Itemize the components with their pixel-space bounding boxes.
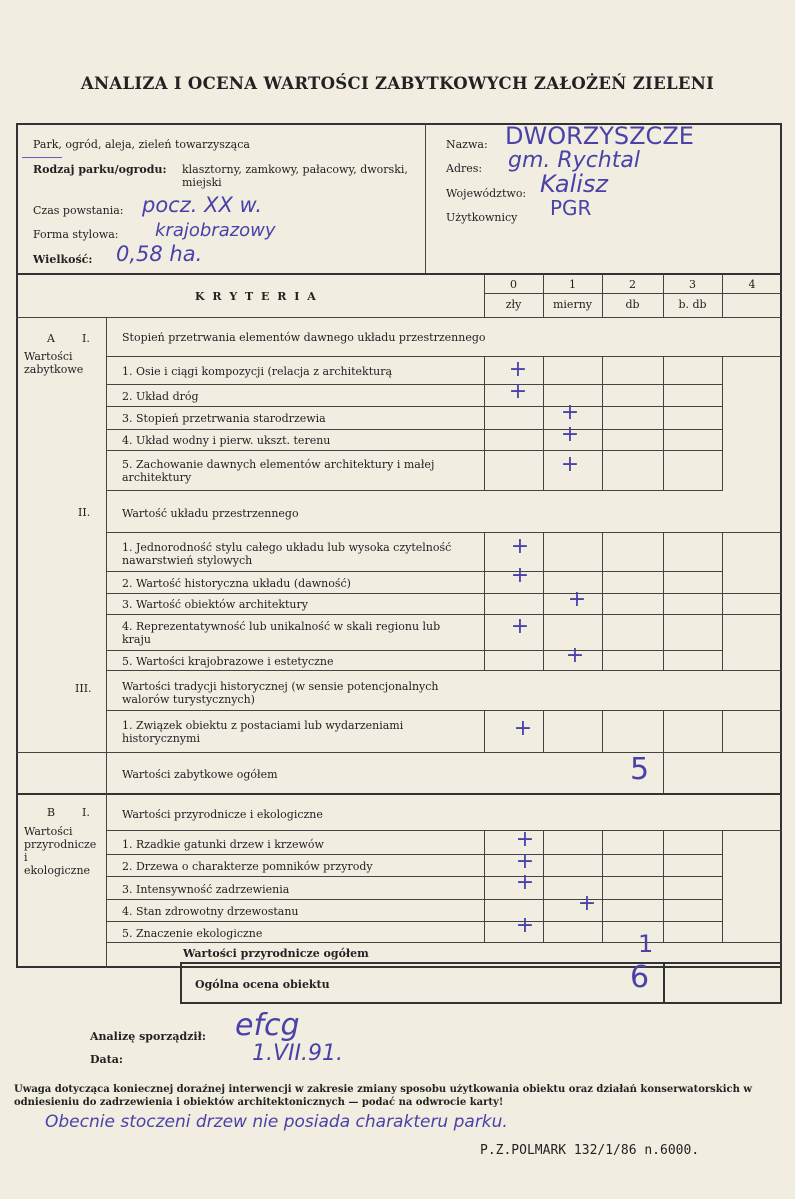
time-value: pocz. XX w.: [142, 193, 263, 217]
header-bottom-rule: [16, 273, 782, 275]
intervention-note: Uwaga dotycząca koniecznej doraźnej interwencji w zakresie zmiany sposobu użytkowania obiektu oraz działań konserwatorskich w odniesieniu do zadrzewienia i obiektów architektonicznych — podać na odwrocie karty!: [14, 1084, 752, 1108]
mark-plus: +: [510, 614, 530, 639]
col-line: [602, 830, 603, 942]
voivodeship-label: Województwo:: [446, 187, 527, 200]
criterion-row: 3. Stopień przetrwania starodrzewia: [122, 412, 326, 425]
section-a-title: Wartości zabytkowe: [24, 350, 84, 376]
criterion-row: 1. Rzadkie gatunki drzew i krzewów: [122, 838, 324, 851]
total-a-value: 5: [630, 752, 650, 787]
mark-plus: +: [508, 379, 528, 404]
row-rule: [106, 356, 782, 357]
row-rule: [106, 710, 782, 711]
score-3: 3: [689, 278, 696, 291]
section-rule: [16, 793, 782, 795]
col-line: [602, 710, 603, 752]
section-b-title: Wartości przyrodnicze i ekologiczne: [24, 825, 97, 877]
rating-zly: zły: [505, 298, 522, 311]
criterion-row: 1. Osie i ciągi kompozycji (relacja z architekturą: [122, 365, 393, 378]
mark-plus: +: [567, 587, 587, 612]
type-line: Park, ogród, aleja, zieleń towarzysząca: [33, 138, 250, 151]
row-rule: [16, 752, 782, 753]
section-a-roman-ii: II.: [78, 506, 91, 519]
row-rule: [106, 571, 723, 572]
mark-plus: +: [560, 452, 580, 477]
time-label: Czas powstania:: [33, 204, 124, 217]
prepared-label: Analizę sporządził:: [90, 1030, 206, 1043]
mark-plus: +: [515, 827, 535, 852]
date-value: 1.VII.91.: [252, 1041, 343, 1066]
row-rule: [106, 942, 782, 943]
col-line: [722, 356, 723, 490]
handwritten-note: Obecnie stoczeni drzew nie posiada charakteru parku.: [45, 1112, 508, 1132]
col-line: [663, 962, 665, 1004]
users-label: Użytkownicy: [446, 211, 518, 224]
score-1: 1: [569, 278, 576, 291]
mark-plus: +: [565, 643, 585, 668]
col-line: [663, 830, 664, 942]
section-b-roman: I.: [82, 806, 90, 819]
group1-title: Stopień przetrwania elementów dawnego układu przestrzennego: [122, 331, 486, 344]
row-rule: [106, 490, 723, 491]
rating-bdb: b. db: [678, 298, 707, 311]
header-divider: [425, 123, 426, 273]
row-rule: [106, 450, 723, 451]
row-rule: [106, 429, 723, 430]
col-line: [722, 710, 723, 752]
criterion-row: 2. Wartość historyczna układu (dawność): [122, 577, 351, 590]
criteria-label: K R Y T E R I A: [195, 290, 318, 303]
row-rule: [106, 384, 723, 385]
overall-value: 6: [630, 960, 650, 995]
total-a-label: Wartości zabytkowe ogółem: [122, 768, 278, 781]
col-line: [663, 356, 664, 490]
mark-plus: +: [508, 357, 528, 382]
col-line: [484, 532, 485, 670]
criterion-row: 2. Drzewa o charakterze pomników przyrody: [122, 860, 373, 873]
col-line: [484, 830, 485, 942]
total-b-value: 1: [638, 930, 654, 958]
col-line: [663, 752, 664, 793]
total-b-label: Wartości przyrodnicze ogółem: [183, 947, 369, 960]
users-value: PGR: [550, 196, 592, 220]
col-line: [484, 356, 485, 490]
criterion-row: 2. Układ dróg: [122, 390, 199, 403]
overall-label: Ogólna ocena obiektu: [195, 978, 330, 991]
group2-title: Wartość układu przestrzennego: [122, 507, 299, 520]
row-rule: [106, 854, 723, 855]
voivodeship-value: Kalisz: [540, 170, 609, 198]
address-value: gm. Rychtal: [508, 148, 640, 173]
mark-plus: +: [515, 849, 535, 874]
score-4: 4: [748, 278, 756, 291]
name-label: Nazwa:: [446, 138, 488, 151]
col-line: [484, 710, 485, 752]
row-rule: [106, 921, 723, 922]
mark-plus: +: [510, 534, 530, 559]
criteria-bottom-rule: [16, 317, 782, 318]
rating-mierny: mierny: [552, 298, 592, 311]
criterion-row: 5. Wartości krajobrazowe i estetyczne: [122, 655, 334, 668]
mark-plus: +: [510, 563, 530, 588]
date-label: Data:: [90, 1053, 123, 1066]
print-code: P.Z.POLMARK 132/1/86 n.6000.: [480, 1143, 700, 1158]
row-rule: [106, 406, 723, 407]
score-0: 0: [510, 278, 517, 291]
criterion-row: 5. Zachowanie dawnych elementów architektury i małej architektury: [122, 458, 435, 484]
kind-label: Rodzaj parku/ogrodu:: [33, 163, 167, 176]
group-b-title: Wartości przyrodnicze i ekologiczne: [122, 808, 323, 821]
size-label: Wielkość:: [33, 253, 93, 266]
section-a-letter: A: [47, 332, 55, 345]
group3-title: Wartości tradycji historycznej (w sensie potencjonalnych walorów turystycznych): [122, 680, 439, 706]
mark-plus: +: [560, 400, 580, 425]
name-value: DWORZYSZCZE: [505, 122, 694, 150]
criterion-row: 1. Jednorodność stylu całego układu lub wysoka czytelność nawarstwień stylowych: [122, 541, 452, 567]
row-rule: [106, 614, 782, 615]
address-label: Adres:: [446, 162, 483, 175]
section-a-roman-iii: III.: [75, 682, 92, 695]
section-a-left-divider: [106, 317, 107, 793]
mark-plus: +: [577, 891, 597, 916]
mark-plus: +: [515, 870, 535, 895]
row-rule: [106, 670, 782, 671]
col-line: [663, 710, 664, 752]
criterion-row: 4. Układ wodny i pierw. ukszt. terenu: [122, 434, 331, 447]
row-rule: [106, 876, 723, 877]
criterion-row: 1. Związek obiektu z postaciami lub wydarzeniami historycznymi: [122, 719, 404, 745]
style-label: Forma stylowa:: [33, 228, 119, 241]
section-b-letter: B: [47, 806, 56, 819]
mark-plus: +: [560, 422, 580, 447]
col-line: [722, 532, 723, 670]
col-line: [663, 532, 664, 670]
style-value: krajobrazowy: [155, 220, 276, 241]
col-line: [602, 356, 603, 490]
row-rule: [106, 899, 723, 900]
criterion-row: 4. Stan zdrowotny drzewostanu: [122, 905, 299, 918]
kind-options: klasztorny, zamkowy, pałacowy, dworski, miejski: [182, 163, 408, 189]
row-rule: [106, 830, 782, 831]
criterion-row: 5. Znaczenie ekologiczne: [122, 927, 263, 940]
score-2: 2: [629, 278, 636, 291]
row-rule: [106, 593, 782, 594]
col-line: [722, 830, 723, 942]
mark-plus: +: [515, 913, 535, 938]
criterion-row: 3. Intensywność zadrzewienia: [122, 883, 290, 896]
page-title: ANALIZA I OCENA WARTOŚCI ZABYTKOWYCH ZAŁOŻEŃ ZIELENI: [80, 74, 715, 93]
underline-park: [22, 157, 62, 158]
section-a-roman: I.: [82, 332, 90, 345]
mark-plus: +: [513, 716, 533, 741]
size-value: 0,58 ha.: [116, 242, 203, 266]
rating-db: db: [625, 298, 640, 311]
criteria-mid-rule: [484, 293, 782, 294]
prepared-signature: efcg: [235, 1008, 300, 1043]
row-rule: [106, 650, 723, 651]
criterion-row: 3. Wartość obiektów architektury: [122, 598, 308, 611]
row-rule: [106, 532, 782, 533]
criterion-row: 4. Reprezentatywność lub unikalność w skali regionu lub kraju: [122, 620, 441, 646]
